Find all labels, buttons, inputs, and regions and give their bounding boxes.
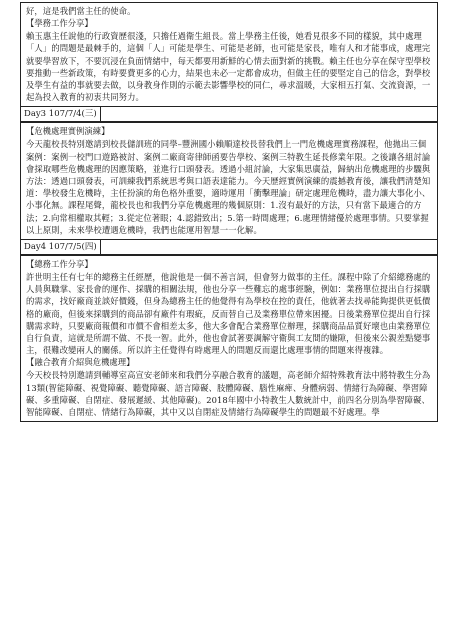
day4-row xyxy=(20,240,438,255)
paragraph-student-affairs: 賴玉惠主任說他的行政資歷很淺，只擔任過衛生組長。當上學務主任後，她看見很多不同的樣貌，其中處理「人」的問題是最棘手的，這個「人」可能是學生、可能是老師，也可能是家長，唯有人和才能事成，處理完就要學習放下，不要沉浸在負面情緒中，每天都要用新鮮的心情去面對新的挑戰。賴主任也分享在保守型學校要推動一些新政策，有時要費更多的心力，結果也未必一定都會成功，但做主任的要堅定自己的信念，對學校及學生有益的事就要去做，以身教身作則的示範去影響學校的同仁，尋求溫暖，大家相五打氣、交流資源，一起為投入教育的初衷共同努力。 xyxy=(26,31,431,103)
day3-label: Day3 107/7/4(三) xyxy=(21,107,101,121)
heading-general-affairs: 【總務工作分享】 xyxy=(26,259,93,270)
section-day3 xyxy=(20,122,438,240)
day3-row xyxy=(20,107,438,122)
heading-student-affairs: 【學務工作分享】 xyxy=(26,18,93,29)
heading-crisis-drill: 【危機處理實例演練】 xyxy=(26,126,110,137)
paragraph-inclusive-education: 今天校長特別邀請到輔導室高宣安老師來和我們分享融合教育的議題，高老師介紹特殊教育法中將特教生分為13類(智能障礙、視覺障礙、聽覺障礙、語言障礙、肢體障礙、腦性麻痺、身體病弱、情緒行為障礙、學習障礙、多重障礙、自閉症、發展遲緩、其他障礙)。2018年國中小特教生人數統計中，前四名分別為學習障礙、智能障礙、自閉症、情緒行為障礙，其中又以自閉症及情緒行為障礙學生的問題最不好處理。學 xyxy=(26,370,431,418)
section-principal-sharing xyxy=(20,2,438,107)
paragraph-general-affairs: 許世明主任有七年的總務主任經歷，他說他是一個不善言詞，但會努力做事的主任。課程中除了介紹總務處的人員與職掌、家長會的運作、採購的相關法規，他也分享一些難忘的處事經驗，例如：業務單位提出自行採購的需求，找好廠商並談好價錢，但身為總務主任的他覺得有為學校在控的責任，他就著去找尋能夠提供更低價格的廠商，但後來採購到的商品卻有廠件有瑕疵，反而替自己及業務單位帶來困擾。日後業務單位提出自行採購需求時，只要廠商報價和市價不會相差太多，他大多會配合業務單位辦理，採購商品品質好壞也由業務單位自行負責，這就是所謂不做、不長一智。此外，他也會試著要調解守衛與工友間的嫌隙，但後來公親差點變事主，很難改變兩人的關係。所以許主任覺得有時處理人的問題反而還比處理事情的問題來得複雜。 xyxy=(26,272,431,356)
opening-line: 好，這是我們當主任的使命。 xyxy=(26,6,136,16)
heading-inclusive-education: 【融合教育介紹與危機處理】 xyxy=(26,357,135,368)
day4-label: Day4 107/7/5(四) xyxy=(21,240,101,254)
paragraph-crisis-drill: 今天龍校長特別邀請到校長儲訓班的同學–豐洲國小賴順達校長替我們上一門危機處理實務課程，他拋出三個案例：案例一校門口遊路被討、案例二廠商寄律師函要告學校、案例三特教生延長修業年限。之後讓各組討論會採取哪些危機處理的因應策略，並進行口頭發表。透過小組討論，大家集思廣益，歸納出危機處理的步驟與方法：透過口頭發表，可訓練我們系統思考與口語表達能力。今天歷經實例演練的震撼教育後，讓我們清楚知道：學校發生危機時，主任扮演的角色格外重要，適時運用「衝擊理論」研定處理危機時，盡力讓大事化小、小事化無。課程尾聲，龍校長也和我們分享危機處理的幾個原則：1.沒有最好的方法，只有當下最適合的方法；2.向常相權取其輕；3.從定位著眼；4.認錯致出；5.第一時間處理；6.處理情緒優於處理事情。只要掌握以上原則，未來學校遭遇危機時，我們也能運用智慧一一化解。 xyxy=(26,139,431,235)
section-day4 xyxy=(20,255,438,422)
document-page xyxy=(20,2,438,422)
